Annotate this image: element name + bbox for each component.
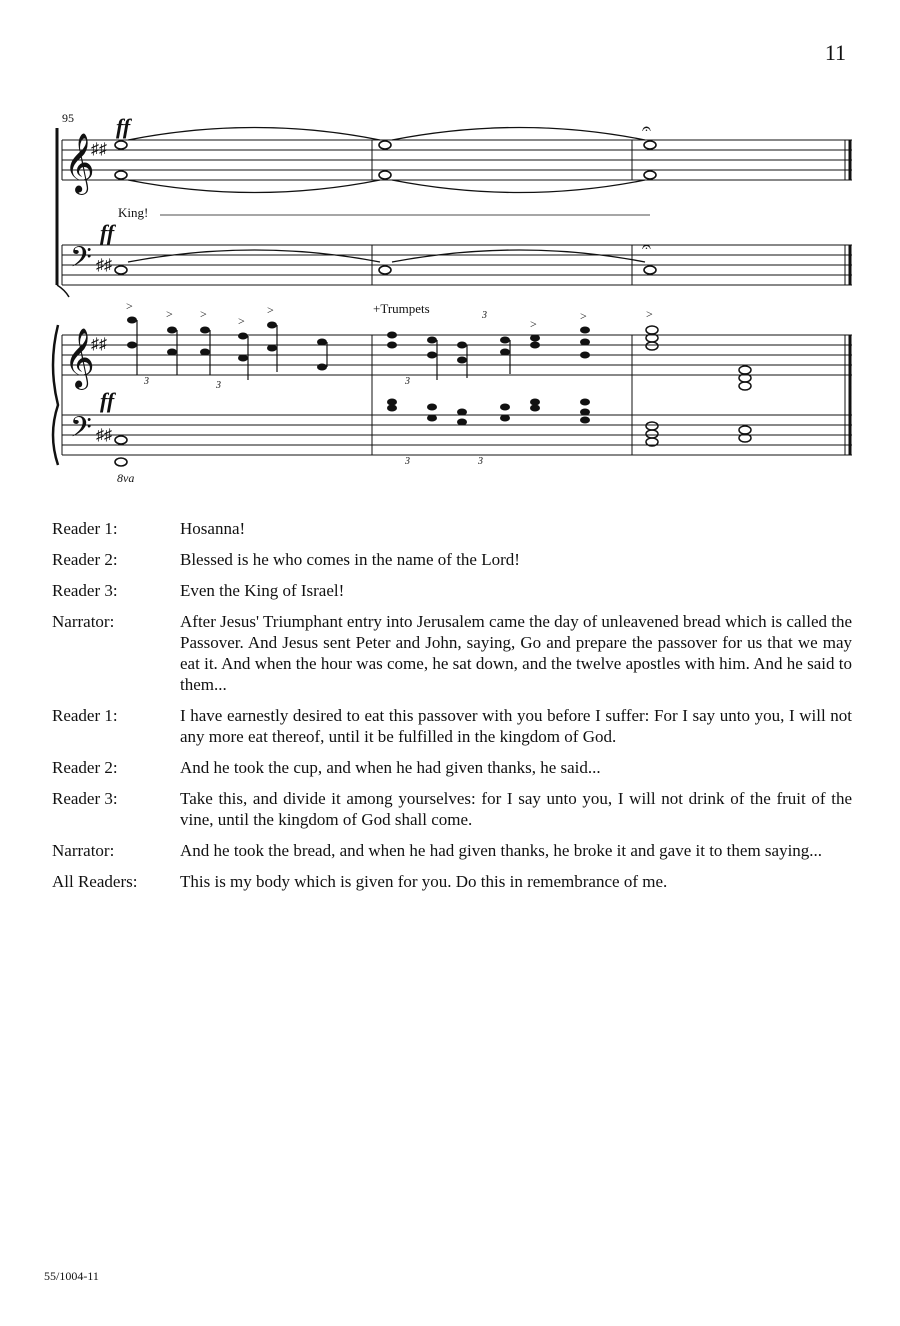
svg-text:3: 3 [405,376,410,387]
piano-dynamic: ff [100,388,115,413]
svg-text:>: > [267,303,274,317]
fermata-icon: 𝄐 [642,121,651,138]
spoken-line: After Jesus' Triumphant entry into Jerusalem came the day of unleavened bread which is called the Passover. And Jesus sent Peter and John, saying, Go and prepare the passover for us that we may eat it. And when the hour was come, he sat down, and the twelve apostles with him. And he said to them... [180,612,853,694]
piano-brace [53,325,58,465]
piano-bass-staff [62,415,852,455]
svg-text:>: > [530,317,537,331]
piano-bass-clef-icon: 𝄢 [70,413,92,450]
speaker-label: Reader 3: [52,581,118,600]
speaker-label: Reader 1: [52,519,118,538]
page-number: 11 [824,40,846,65]
vocal-dynamic: ff [116,114,131,139]
spoken-line: Hosanna! [180,519,246,538]
piano-treble-clef-icon: 𝄞 [64,330,95,387]
piano-treble-staff [62,335,852,455]
script-entry [52,757,852,778]
measure-number: 95 [62,111,74,125]
speaker-label: Reader 3: [52,789,118,808]
script-entry [52,840,852,861]
svg-text:3: 3 [405,456,410,467]
speaker-label: All Readers: [52,872,138,891]
script-entry [52,580,852,601]
spoken-line: And he took the bread, and when he had given thanks, he broke it and gave it to them saying... [180,841,823,860]
sustained-chords [646,326,751,390]
bass-triplet-marks [404,456,483,467]
piano-bass-key-signature: ♯♯ [96,427,112,444]
readers-script [52,518,852,902]
catalog-number: 55/1004-11 [44,1269,99,1283]
svg-text:>: > [580,309,587,323]
bass-fermata-icon: 𝄐 [642,239,651,256]
bass-vocal-staff [62,245,852,285]
vocal-staff [62,140,852,180]
svg-text:>: > [646,307,653,321]
svg-text:3: 3 [216,380,221,391]
piano-treble-chords [127,317,590,371]
music-score [0,0,900,500]
piano-bass-chords [387,399,590,426]
spoken-line: And he took the cup, and when he had given thanks, he said... [180,758,601,777]
speaker-label: Reader 2: [52,550,118,569]
script-entry [52,788,852,830]
svg-text:3: 3 [478,456,483,467]
svg-text:>: > [166,307,173,321]
piano-treble-stems [137,320,510,380]
bass-whole-notes [115,266,656,274]
spoken-line: Even the King of Israel! [180,581,345,600]
lyric-text: King! [118,205,149,220]
svg-text:>: > [238,314,245,328]
bass-octave-note [115,458,127,466]
svg-text:3: 3 [144,376,149,387]
svg-text:>: > [200,307,207,321]
spoken-line: Blessed is he who comes in the name of the Lord! [180,550,520,569]
svg-text:3: 3 [482,310,487,321]
spoken-line: Take this, and divide it among yourselves: for I say unto you, I will not drink of the fruit of the vine, until the kingdom of God shall come. [180,789,852,829]
bass-dynamic: ff [100,220,115,245]
script-entry [52,871,852,892]
instrument-cue: +Trumpets [373,301,430,316]
bass-clef-icon: 𝄢 [70,243,92,280]
speaker-label: Reader 2: [52,758,118,777]
speaker-label: Narrator: [52,841,115,860]
spoken-line: I have earnestly desired to eat this passover with you before I suffer: For I say unto you, I will not any more eat thereof, until it be fulfilled in the kingdom of God. [180,706,852,746]
triplet-marks [143,310,487,391]
bass-whole-note [115,436,127,444]
speaker-label: Narrator: [52,612,115,631]
speaker-label: Reader 1: [52,706,118,725]
script-entry [52,549,852,570]
script-entry [52,705,852,747]
ottava-mark: 8va [117,471,135,485]
bass-key-signature: ♯♯ [96,257,112,274]
spoken-line: This is my body which is given for you. Do this in remembrance of me. [180,872,668,891]
script-entry [52,611,852,695]
piano-bass-sustained [646,422,751,446]
bass-ties [128,250,645,262]
script-entry [52,518,852,539]
key-signature: ♯♯ [91,141,107,158]
treble-clef-icon: 𝄞 [64,135,95,192]
svg-text:>: > [126,299,133,313]
piano-key-signature: ♯♯ [91,336,107,353]
